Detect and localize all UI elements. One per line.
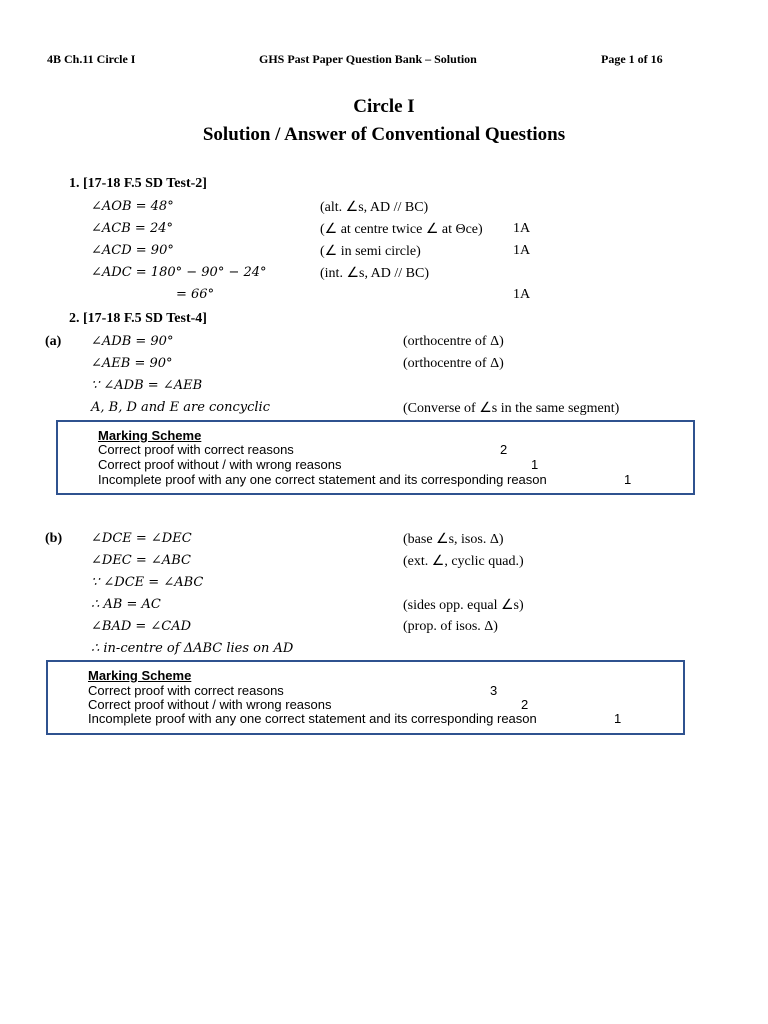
q1-reason: (∠ in semi circle) (320, 244, 421, 259)
q2b-reason: (prop. of isos. Δ) (403, 619, 498, 634)
q1-statement: ∠ADC = 180° − 90° − 24° (91, 265, 267, 280)
marking-scheme-row: Incomplete proof with any one correct statement and its corresponding reason (98, 472, 547, 487)
marking-scheme-row: Correct proof with correct reasons (98, 442, 294, 457)
q1-mark: 1A (513, 287, 531, 302)
marking-scheme-title: Marking Scheme (98, 428, 202, 443)
q1-reason: (int. ∠s, AD // BC) (320, 266, 430, 281)
marking-scheme-row: Correct proof with correct reasons (88, 683, 284, 698)
marking-scheme-row: Correct proof without / with wrong reasons (98, 457, 342, 472)
q1-statement: ∠ACB = 24° (91, 221, 173, 236)
q2a-reason: (orthocentre of Δ) (403, 356, 504, 371)
q2a-reason: (Converse of ∠s in the same segment) (403, 401, 620, 416)
header-page-number: Page 1 of 16 (601, 52, 663, 66)
q2b-statement: ∵ ∠DCE = ∠ABC (91, 575, 204, 590)
page-title: Circle I (353, 96, 415, 117)
q2b-reason: (base ∠s, isos. Δ) (403, 532, 504, 547)
q1-reason: (∠ at centre twice ∠ at Θce) (320, 222, 483, 237)
q1-mark: 1A (513, 221, 531, 236)
marking-scheme-mark: 3 (490, 683, 498, 698)
q1-reason: (alt. ∠s, AD // BC) (320, 200, 429, 215)
q2a-reason: (orthocentre of Δ) (403, 334, 504, 349)
marking-scheme-mark: 1 (614, 711, 622, 726)
marking-scheme-mark: 1 (624, 472, 632, 487)
q1-statement: ∠ACD = 90° (91, 243, 174, 258)
q2b-statement: ∠BAD = ∠CAD (91, 619, 192, 634)
header-chapter: 4B Ch.11 Circle I (47, 52, 136, 66)
q2b-statement: ∴ in-centre of ΔABC lies on AD (91, 641, 294, 656)
marking-scheme-title: Marking Scheme (88, 668, 192, 683)
q2-part-b-label: (b) (45, 531, 63, 546)
q2b-reason: (sides opp. equal ∠s) (403, 598, 524, 613)
q1-mark: 1A (513, 243, 531, 258)
q2a-statement: ∠ADB = 90° (91, 334, 174, 349)
q2a-statement: ∵ ∠ADB = ∠AEB (91, 378, 203, 393)
q2-part-a-label: (a) (45, 334, 62, 349)
marking-scheme-mark: 2 (500, 442, 508, 457)
q1-statement: ∠AOB = 48° (91, 199, 174, 214)
marking-scheme-row: Incomplete proof with any one correct statement and its corresponding reason (88, 711, 537, 726)
q2a-statement: A, B, D and E are concyclic (91, 400, 270, 415)
q2b-statement: ∴ AB = AC (91, 597, 161, 612)
q2b-reason: (ext. ∠, cyclic quad.) (403, 554, 524, 569)
page-subtitle: Solution / Answer of Conventional Questions (202, 124, 566, 145)
q2b-statement: ∠DEC = ∠ABC (91, 553, 191, 568)
header-source: GHS Past Paper Question Bank – Solution (259, 52, 477, 66)
marking-scheme-mark: 1 (531, 457, 539, 472)
q2-heading: 2. [17-18 F.5 SD Test-4] (69, 311, 207, 326)
q1-heading: 1. [17-18 F.5 SD Test-2] (69, 176, 207, 191)
q2b-statement: ∠DCE = ∠DEC (91, 531, 192, 546)
q1-statement: = 66° (176, 287, 215, 302)
q2a-statement: ∠AEB = 90° (91, 356, 173, 371)
marking-scheme-row: Correct proof without / with wrong reasons (88, 697, 332, 712)
marking-scheme-mark: 2 (521, 697, 529, 712)
